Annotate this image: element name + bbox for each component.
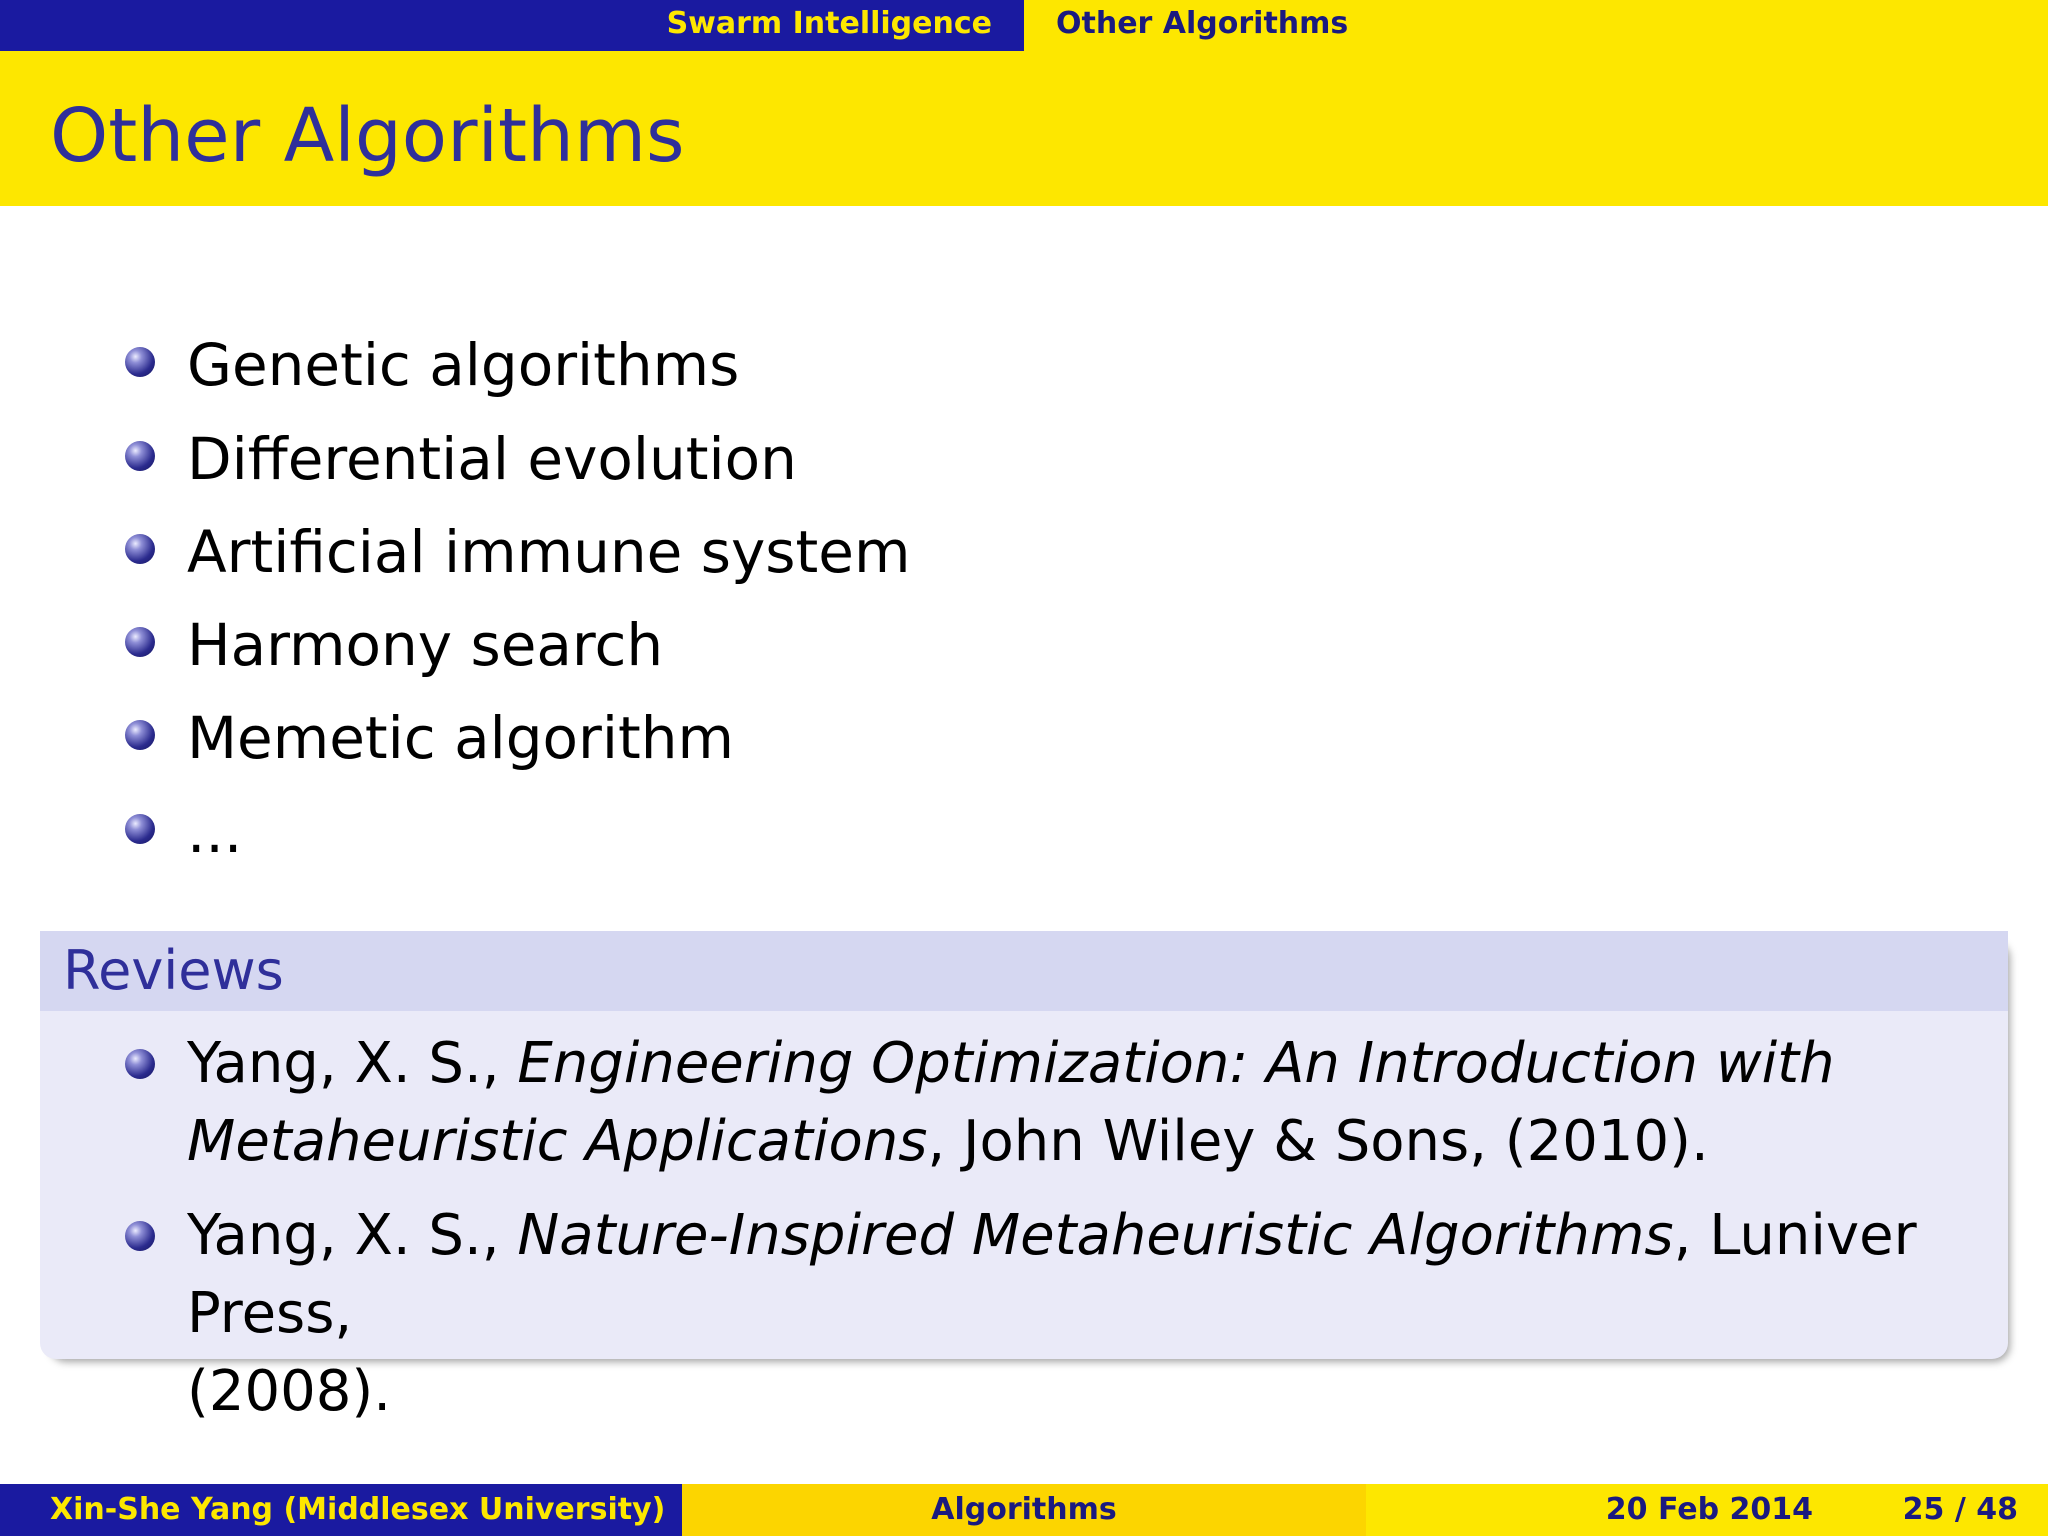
reference-text (187, 1197, 1987, 1431)
list-item-text: Harmony search (187, 611, 664, 679)
bullet-ball-icon (125, 534, 155, 564)
footer-info-panel (1366, 1484, 2048, 1536)
footer-author: Xin-She Yang (Middlesex University) (50, 1492, 666, 1527)
list-item-text: Differential evolution (187, 425, 797, 493)
reference-publisher: , John Wiley & Sons, (2010). (927, 1109, 1709, 1174)
page-number: 25 / 48 (1902, 1492, 2018, 1527)
bullet-ball-icon (125, 1049, 155, 1079)
reference-book-title: Metaheuristic Applications (187, 1109, 928, 1174)
reference-publisher: , Luniver Press, (187, 1203, 1917, 1346)
reference-text (187, 1025, 1987, 1181)
list-item-text: Genetic algorithms (187, 331, 740, 399)
frame-title-bar (0, 51, 2048, 206)
reference-line (187, 1103, 1987, 1181)
top-navigation-bar (0, 0, 2048, 51)
reference-line (187, 1197, 1987, 1353)
nav-section-other-algorithms[interactable]: Other Algorithms (1056, 6, 1349, 41)
bullet-ball-icon (125, 1221, 155, 1251)
reference-line (187, 1353, 1987, 1431)
reviews-block (40, 931, 2008, 1424)
list-item-text: Artificial immune system (187, 518, 911, 586)
reference-book-title: Nature-Inspired Metaheuristic Algorithms (517, 1203, 1674, 1268)
bullet-ball-icon (125, 627, 155, 657)
footer-short-title: Algorithms (931, 1492, 1117, 1527)
reference-year: (2008). (187, 1359, 392, 1424)
footer-author-panel (0, 1484, 682, 1536)
list-item-text: ... (187, 798, 243, 866)
footer-title-panel (682, 1484, 1366, 1536)
frame-title: Other Algorithms (50, 93, 685, 179)
bullet-ball-icon (125, 441, 155, 471)
bullet-ball-icon (125, 347, 155, 377)
bullet-ball-icon (125, 720, 155, 750)
bullet-ball-icon (125, 814, 155, 844)
list-item-text: Memetic algorithm (187, 704, 735, 772)
nav-section-swarm-intelligence[interactable]: Swarm Intelligence (666, 6, 992, 41)
footer-date: 20 Feb 2014 (1605, 1492, 1813, 1527)
reviews-block-header (40, 931, 2008, 1011)
reference-author: Yang, X. S., (187, 1203, 518, 1268)
reference-book-title: Engineering Optimization: An Introduction with (517, 1031, 1835, 1096)
reference-line (187, 1025, 1987, 1103)
reviews-block-title: Reviews (63, 939, 284, 1002)
reference-author: Yang, X. S., (187, 1031, 518, 1096)
footer-bar (0, 1484, 2048, 1536)
